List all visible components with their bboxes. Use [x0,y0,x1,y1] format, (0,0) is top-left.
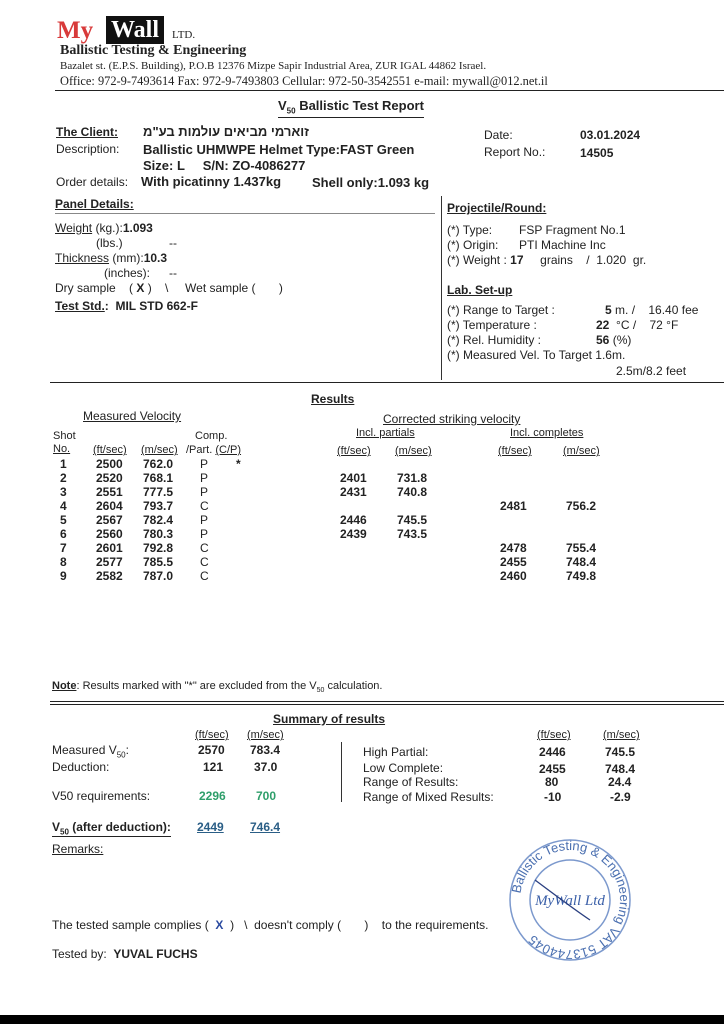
range-results-ft: 80 [545,775,559,789]
results-heading: Results [311,392,355,406]
cell-m: 785.5 [143,555,174,569]
test-std: Test Std.: MIL STD 662-F [55,299,198,313]
col-part: /Part. (C/P) [186,444,242,456]
summary-col-m: (m/sec) [247,729,284,741]
cell-m: 793.7 [143,499,174,513]
cell-cm: 748.4 [566,555,597,569]
cell-no: 2 [60,471,67,485]
v50-requirements-m: 700 [256,789,277,803]
company-subtitle: Ballistic Testing & Engineering [60,43,247,58]
high-partial-ft: 2446 [539,745,566,759]
v50-after-deduction-label: $V_{50}$ (after deduction): [52,820,171,837]
compliance-statement: The tested sample complies ( X ) \ doesn't comply ( ) to the requirements. [52,918,489,932]
panel-lbs-label: (lbs.) [96,236,123,250]
measured-vel-value: 2.5m/8.2 feet [616,364,687,378]
cell-no: 5 [60,513,67,527]
measured-v50-m: 783.4 [250,743,281,757]
cell-no: 7 [60,541,67,555]
deduction-ft: 121 [203,760,224,774]
range-label: (*) Range to Target : [447,303,555,317]
corrected-velocity-heading: Corrected striking velocity [383,412,521,426]
low-complete-ft: 2455 [539,762,566,776]
report-no-label: Report No.: [484,145,546,159]
cell-cp: C [200,555,209,569]
description-value: Ballistic UHMWPE Helmet Type:FAST Green [143,142,415,157]
col-complete-m: (m/sec) [563,445,600,457]
cell-mark: * [236,457,241,471]
measured-vel-label: (*) Measured Vel. To Target 1.6m. [447,348,626,362]
cell-m: 782.4 [143,513,174,527]
cell-cm: 749.8 [566,569,597,583]
col-shot: Shot [53,430,76,442]
high-partial-m: 745.5 [605,745,636,759]
shell-value: Shell only:1.093 kg [312,175,430,190]
cell-cp: P [200,485,209,499]
measured-velocity-heading: Measured Velocity [83,409,182,423]
tested-by: Tested by: YUVAL FUCHS [52,947,198,961]
report-title: $V_{50}$ Ballistic Test Report [278,98,424,116]
cell-ft: 2551 [96,485,123,499]
v50-requirements-label: V50 requirements: [52,789,151,803]
projectile-type-label: (*) Type: [447,223,493,237]
cell-cp: C [200,569,209,583]
summary-col-m-right: (m/sec) [603,729,640,741]
cell-ft: 2560 [96,527,123,541]
date-label: Date: [484,128,513,142]
cell-m: 768.1 [143,471,174,485]
projectile-type-value: FSP Fragment No.1 [519,223,626,237]
description-label: Description: [56,142,120,156]
projectile-origin-label: (*) Origin: [447,238,499,252]
panel-lbs-value: -- [169,236,177,250]
cell-cft: 2455 [500,555,527,569]
cell-m: 777.5 [143,485,174,499]
panel-vertical-divider [441,196,442,380]
cell-cm: 755.4 [566,541,597,555]
cell-ft: 2601 [96,541,123,555]
client-value: זוארמי מביאים עולמות בע"מ [143,124,309,139]
mixed-results-ft: -10 [544,790,562,804]
cell-m: 792.8 [143,541,174,555]
sample-condition: Dry sample ( X ) \ Wet sample ( ) [55,281,283,295]
cell-ft: 2500 [96,457,123,471]
cell-cp: C [200,499,209,513]
panel-inches-value: -- [169,266,177,280]
date-value: 03.01.2024 [580,128,641,142]
results-divider [50,382,724,383]
cell-no: 6 [60,527,67,541]
cell-pft: 2431 [340,485,367,499]
cell-m: 780.3 [143,527,174,541]
cell-cp: P [200,513,209,527]
svg-text:Ballistic Testing & Engineerin: Ballistic Testing & Engineering VAT 513744045 [508,837,633,963]
partials-heading: Incl. partials [356,427,415,439]
results-note: Note: Results marked with "*" are excluded from the $V_{50}$ calculation. [52,680,383,695]
cell-m: 762.0 [143,457,174,471]
summary-col-ft: (ft/sec) [195,729,229,741]
deduction-m: 37.0 [254,760,278,774]
humidity-label: (*) Rel. Humidity : [447,333,542,347]
cell-no: 8 [60,555,67,569]
humidity-value: 56 (%) [596,333,632,347]
company-contact: Office: 972-9-7493614 Fax: 972-9-7493803 Cellular: 972-50-3542551 e-mail: mywall@012.net.il [60,74,548,88]
cell-cp: P [200,471,209,485]
panel-inches-label: (inches): [104,266,151,280]
cell-cft: 2478 [500,541,527,555]
summary-vertical-divider [341,742,342,802]
cell-cp: P [200,457,209,471]
range-results-label: Range of Results: [363,775,459,789]
summary-heading: Summary of results [273,712,386,726]
low-complete-label: Low Complete: [363,761,444,775]
col-m: (m/sec) [141,444,178,456]
col-ft: (ft/sec) [93,444,127,456]
logo-ltd: LTD. [172,29,196,41]
cell-cft: 2481 [500,499,527,513]
cell-no: 3 [60,485,67,499]
cell-m: 787.0 [143,569,174,583]
low-complete-m: 748.4 [605,762,636,776]
cell-cp: C [200,541,209,555]
v50-after-deduction-ft: 2449 [197,820,224,834]
order-label: Order details: [56,175,129,189]
projectile-heading: Projectile/Round: [447,201,547,215]
completes-heading: Incl. completes [510,427,584,439]
v50-after-deduction-m: 746.4 [250,820,281,834]
summary-col-ft-right: (ft/sec) [537,729,571,741]
temperature-label: (*) Temperature : [447,318,537,332]
temperature-value: 22 °C / 72 °F [596,318,679,332]
cell-pm: 745.5 [397,513,428,527]
cell-pm: 731.8 [397,471,428,485]
range-value: 5 m. / 16.40 fee [605,303,699,317]
cell-pft: 2439 [340,527,367,541]
summary-divider-1 [50,701,724,702]
mixed-results-m: -2.9 [610,790,631,804]
cell-no: 4 [60,499,67,513]
cell-pm: 743.5 [397,527,428,541]
cell-ft: 2582 [96,569,123,583]
cell-cm: 756.2 [566,499,597,513]
cell-ft: 2567 [96,513,123,527]
client-label: The Client: [56,125,118,139]
cell-ft: 2577 [96,555,123,569]
company-stamp [505,835,635,965]
mixed-results-label: Range of Mixed Results: [363,790,494,804]
report-no-value: 14505 [580,146,614,160]
cell-pft: 2401 [340,471,367,485]
size-serial: Size: L S/N: ZO-4086277 [143,158,306,173]
projectile-origin-value: PTI Machine Inc [519,238,606,252]
projectile-weight: (*) Weight : 17 grains / 1.020 gr. [447,253,647,267]
order-value: With picatinny 1.437kg [141,174,282,189]
deduction-label: Deduction: [52,760,110,774]
bottom-band [0,1015,724,1024]
company-address: Bazalet st. (E.P.S. Building), P.O.B 12376 Mizpe Sapir Industrial Area, ZUR IGAL 44862 Israel. [60,60,487,72]
col-partial-ft: (ft/sec) [337,445,371,457]
panel-thickness: Thickness (mm):10.3 [55,251,168,265]
logo-wall: Wall [106,16,164,44]
cell-pft: 2446 [340,513,367,527]
measured-v50-label: Measured $V_{50}$: [52,743,129,760]
svg-text:MyWall Ltd: MyWall Ltd [535,893,605,909]
range-results-m: 24.4 [608,775,632,789]
lab-heading: Lab. Set-up [447,283,513,297]
header-divider [55,90,724,91]
logo-my: My [57,17,94,44]
col-comp: Comp. [195,430,228,442]
col-partial-m: (m/sec) [395,445,432,457]
cell-ft: 2604 [96,499,123,513]
remarks-label: Remarks: [52,842,104,856]
panel-heading: Panel Details: [55,197,134,211]
col-no: No. [53,443,71,455]
cell-no: 9 [60,569,67,583]
cell-pm: 740.8 [397,485,428,499]
cell-cp: P [200,527,209,541]
col-complete-ft: (ft/sec) [498,445,532,457]
cell-no: 1 [60,457,67,471]
panel-divider [55,213,435,214]
summary-divider-2 [50,704,724,705]
cell-ft: 2520 [96,471,123,485]
high-partial-label: High Partial: [363,745,429,759]
measured-v50-ft: 2570 [198,743,225,757]
cell-cft: 2460 [500,569,527,583]
panel-weight: Weight (kg.):1.093 [55,221,153,235]
v50-requirements-ft: 2296 [199,789,226,803]
